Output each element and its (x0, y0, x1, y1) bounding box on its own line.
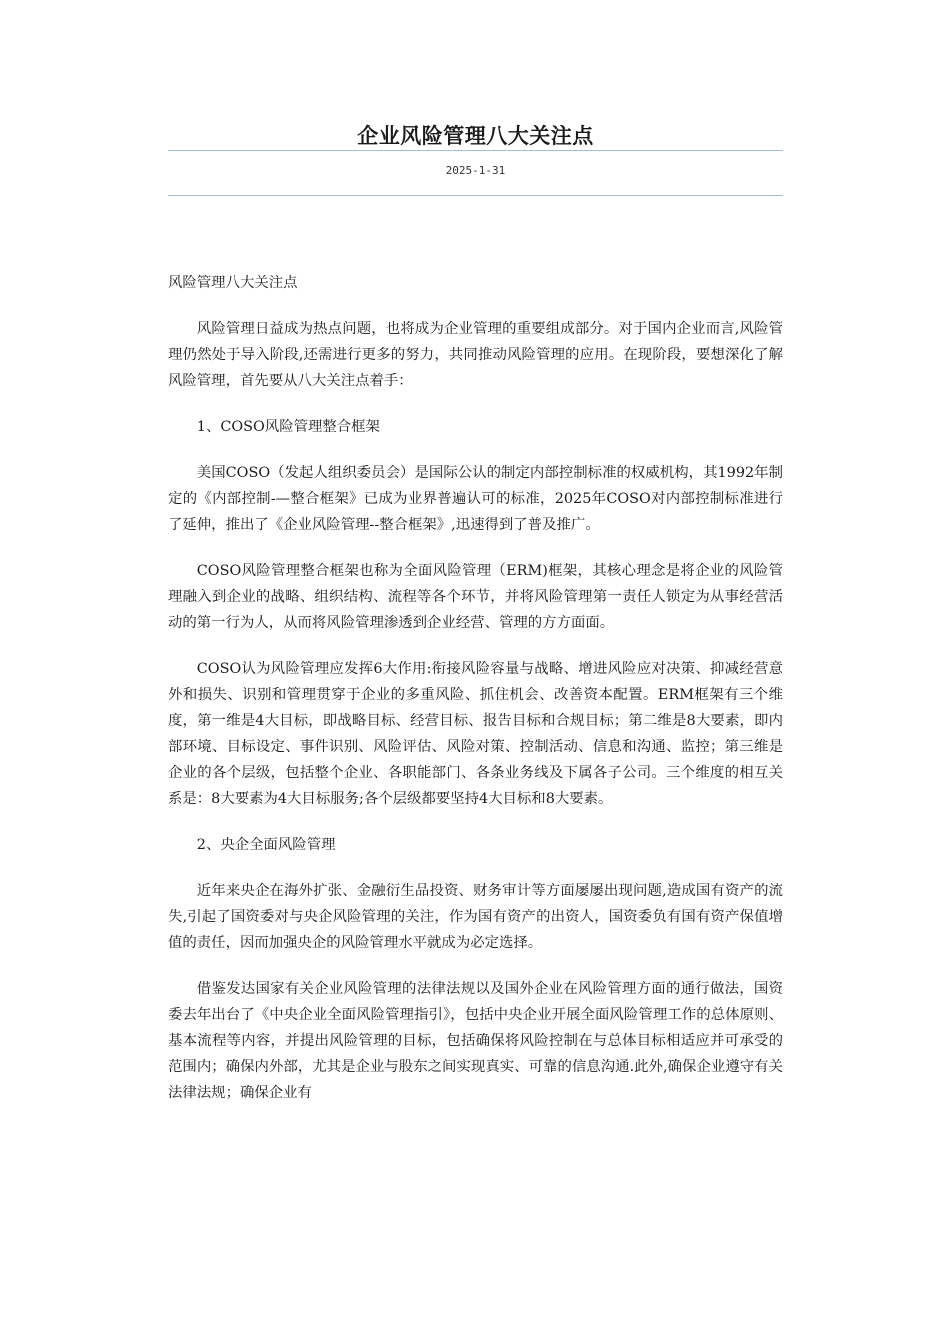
section-heading-2: 2、央企全面风险管理 (196, 837, 336, 853)
paragraph: COSO风险管理整合框架也称为全面风险管理（ERM)框架，其核心理念是将企业的风险管理融入到企业的战略、组织结构、流程等各个环节，并将风险管理第一责任人锁定为从事经营活动的第一行为人，从而将风险管理渗透到企业经营、管理的方方面面。 (168, 563, 783, 631)
paragraph: 美国COSO（发起人组织委员会）是国际公认的制定内部控制标准的权威机构，其1992年制定的《内部控制-—整合框架》已成为业界普遍认可的标准，2025年COSO对内部控制标准进行了延伸，推出了《企业风险管理--整合框架》,迅速得到了普及推广。 (168, 465, 783, 533)
document-body (168, 270, 783, 1126)
paragraph: 借鉴发达国家有关企业风险管理的法律法规以及国外企业在风险管理方面的通行做法，国资委去年出台了《中央企业全面风险管理指引》，包括中央企业开展全面风险管理工作的总体原则、基本流程等内容，并提出风险管理的目标，包括确保将风险控制在与总体目标相适应并可承受的范围内；确保内外部，尤其是企业与股东之间实现真实、可靠的信息沟通.此外,确保企业遵守有关法律法规；确保企业有 (168, 981, 783, 1101)
section-heading: 风险管理八大关注点 (168, 275, 298, 291)
paragraph: 近年来央企在海外扩张、金融衍生品投资、财务审计等方面屡屡出现问题,造成国有资产的流失,引起了国资委对与央企风险管理的关注，作为国有资产的出资人，国资委负有国有资产保值增值的责任，因而加强央企的风险管理水平就成为必定选择。 (168, 883, 783, 951)
title-divider (168, 150, 783, 151)
document-title: 企业风险管理八大关注点 (357, 123, 594, 148)
header-divider (168, 195, 783, 196)
document-date: 2025-1-31 (445, 164, 506, 177)
intro-paragraph: 风险管理日益成为热点问题，也将成为企业管理的重要组成部分。对于国内企业而言,风险管理仍然处于导入阶段,还需进行更多的努力，共同推动风险管理的应用。在现阶段，要想深化了解风险管理，首先要从八大关注点着手： (168, 321, 783, 389)
section-heading-1: 1、COSO风险管理整合框架 (196, 419, 380, 435)
paragraph: COSO认为风险管理应发挥6大作用:衔接风险容量与战略、增进风险应对决策、抑减经营意外和损失、识别和管理贯穿于企业的多重风险、抓住机会、改善资本配置。ERM框架有三个维度，第一维是4大目标，即战略目标、经营目标、报告目标和合规目标；第二维是8大要素，即内部环境、目标设定、事件识别、风险评估、风险对策、控制活动、信息和沟通、监控；第三维是企业的各个层级，包括整个企业、各职能部门、各条业务线及下属各子公司。三个维度的相互关系是：8大要素为4大目标服务;各个层级都要坚持4大目标和8大要素。 (168, 661, 783, 807)
